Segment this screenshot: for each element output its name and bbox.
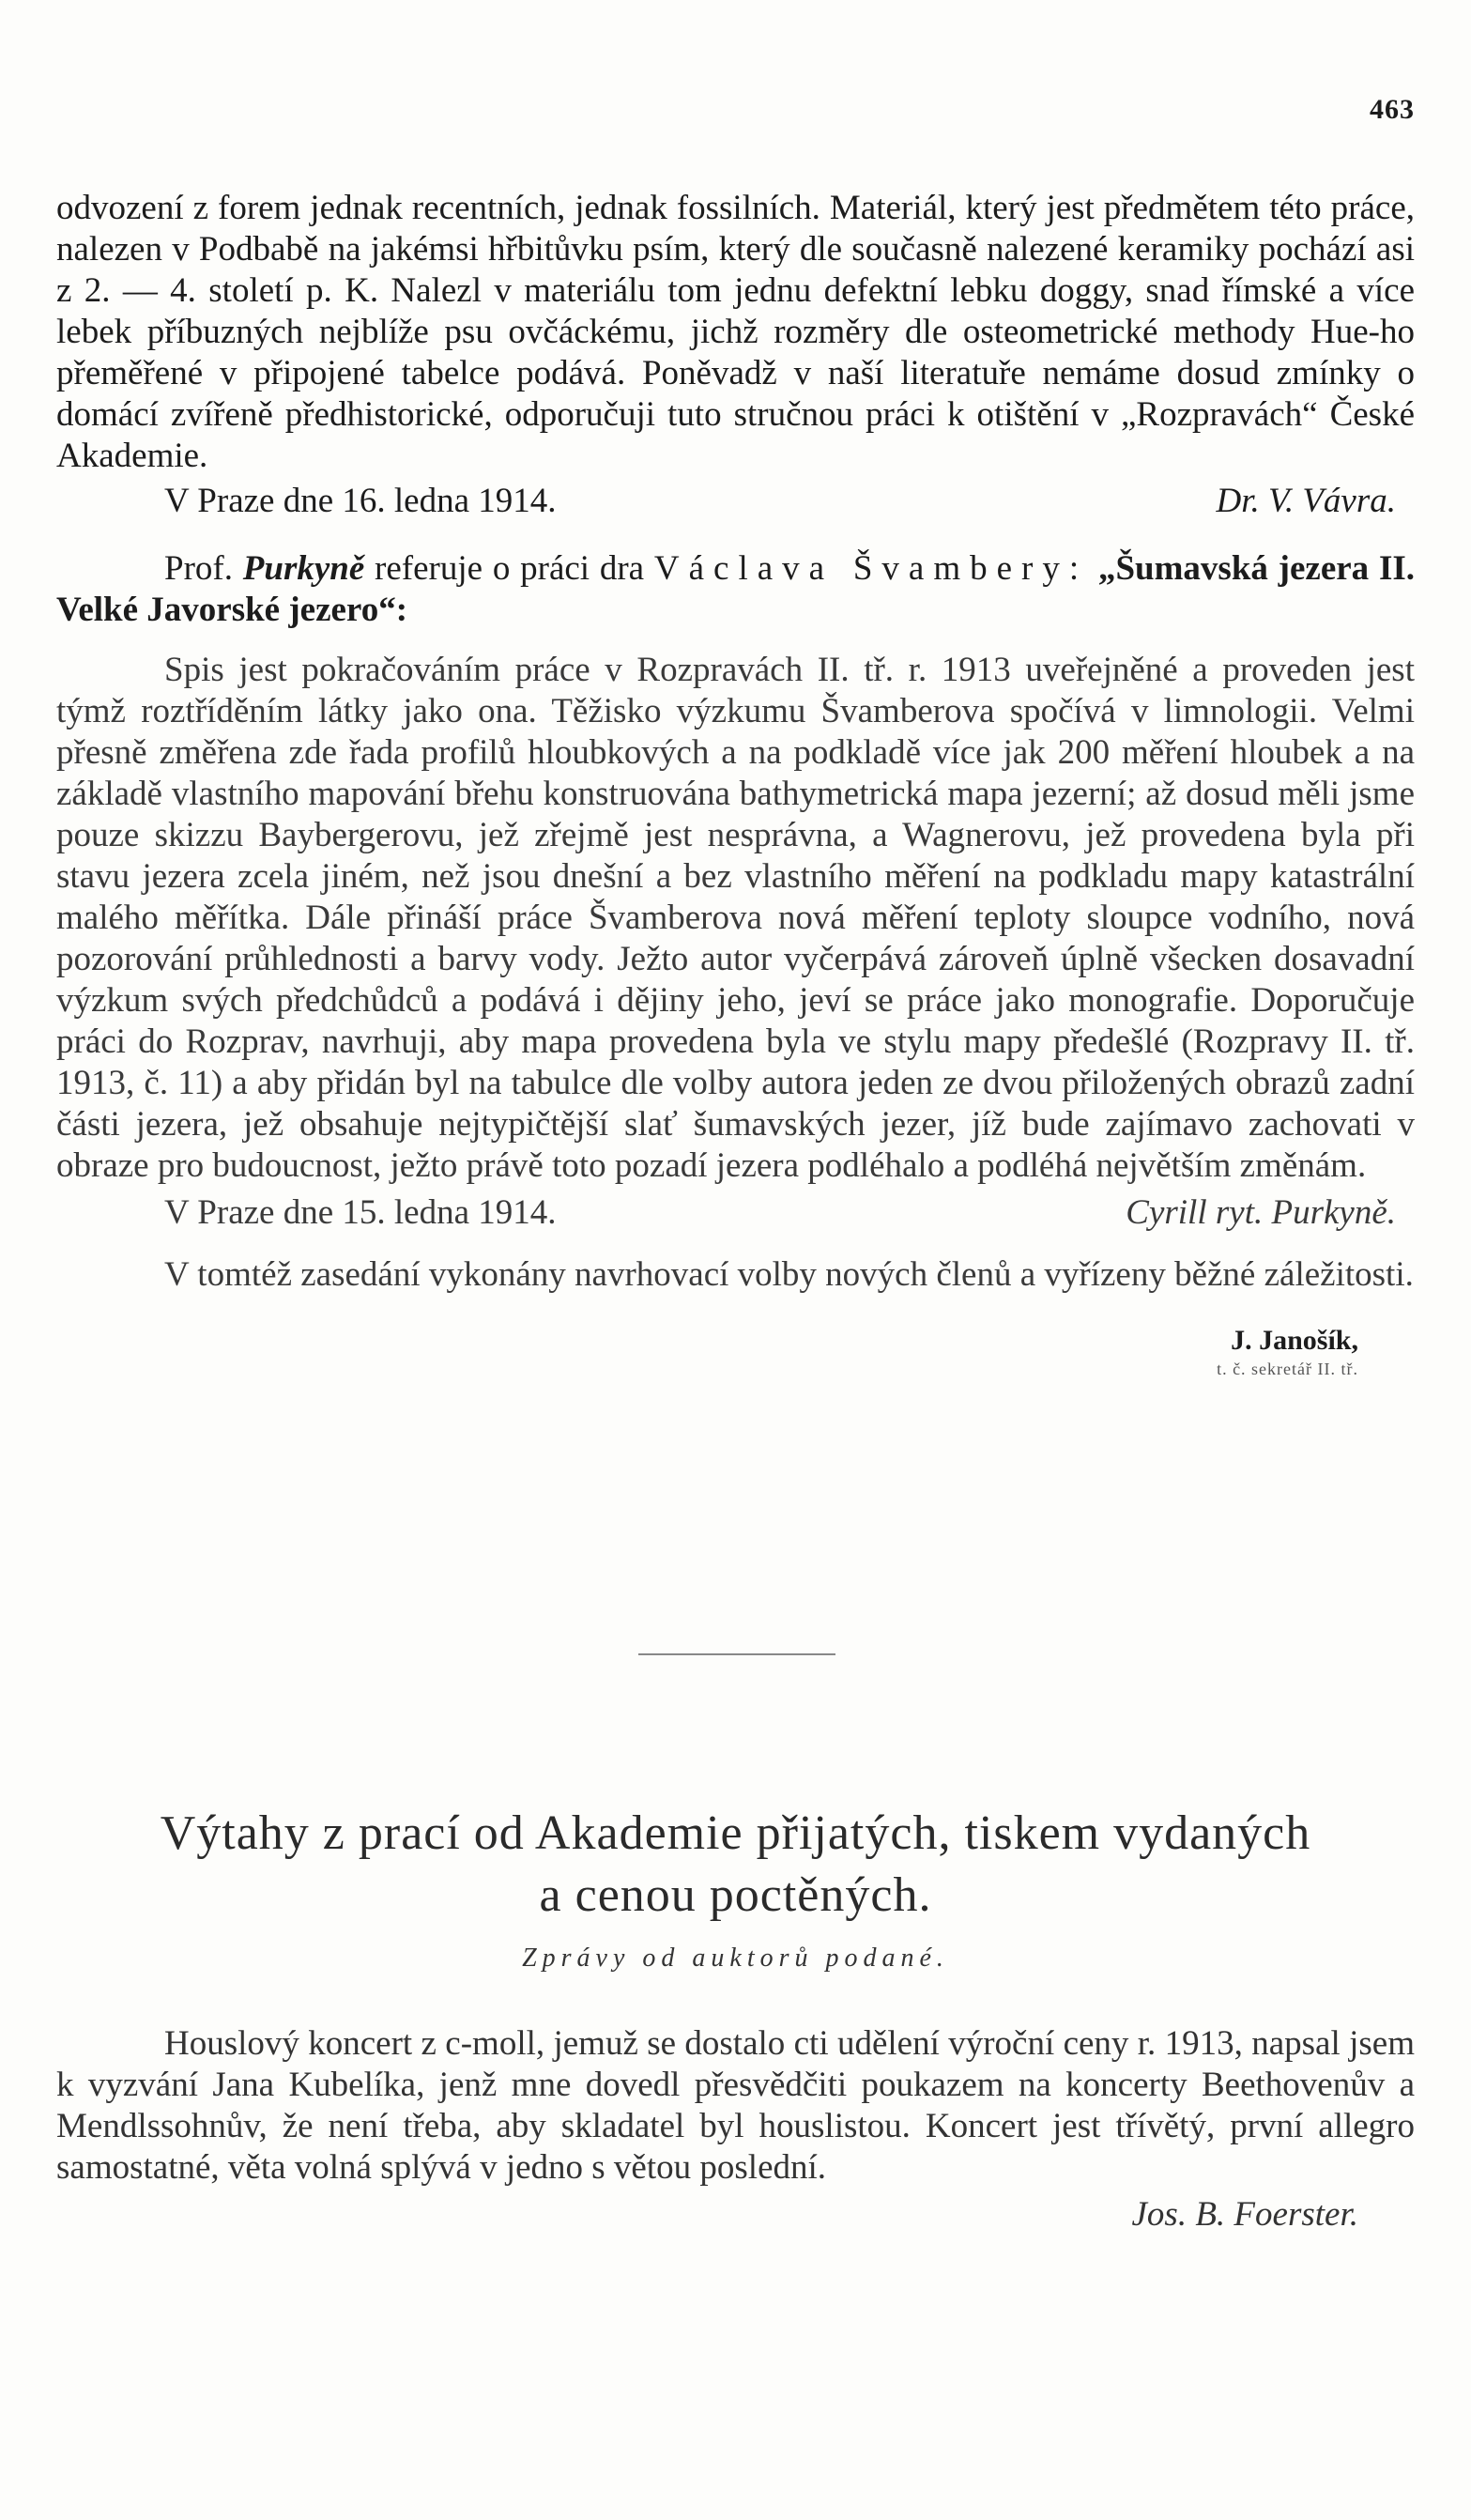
section3-heading-line1: Výtahy z prací od Akademie přijatých, tiskem vydaných [160, 1806, 1311, 1860]
secretary-signature [56, 1324, 1415, 1380]
section3-signature: Jos. B. Foerster. [1131, 2195, 1358, 2234]
section2-paragraph: Spis jest pokračováním práce v Rozpravách II. tř. r. 1913 uveřejněné a proveden jest týmž roztříděním látky jako ona. Těžisko výzkumu Švamberova spočívá v limnologii. Velmi přesně změřena zde řada profilů hloubkových a na podkladě více jak 200 měření hloubek a na základě vlastního mapování břehu konstruována bathymetrická mapa jezerní; až dosud měli jsme pouze skizzu Baybergerovu, jež zřejmě jest nesprávna, a Wagnerovu, jež provedena byla při stavu jezera zcela jiném, než jsou dnešní a bez vlastního měření na podkladu mapy katastrální malého měřítka. Dále přináší práce Švamberova nová měření teploty sloupce vodního, nová pozorování průhlednosti a barvy vody. Ježto autor vyčerpává zároveň úplně všecken dosavadní výzkum svých předchůdců a podává i dějiny jeho, jeví se práce jako monografie. Doporučuje práci do Rozprav, navrhuji, aby mapa provedena byla ve stylu mapy předešlé (Rozpravy II. tř. 1913, č. 11) a aby přidán byl na tabulce dle volby autora jeden ze dvou přiložených obrazů zadní části jezera, jež obsahuje nejtypičtější slať šumavských jezer, jíž bude zajímavo zachovati v obraze pro budoucnost, ježto právě toto pozadí jezera podléhalo a podléhá největším změnám. [56, 651, 1415, 1185]
section-divider [638, 1653, 835, 1655]
section3-heading-line2: a cenou poctěných. [539, 1868, 932, 1922]
section3-column [56, 2023, 1415, 2236]
section2-place-date: V Praze dne 15. ledna 1914. [164, 1193, 557, 1232]
section2-professor: Purkyně [242, 549, 365, 588]
section1-paragraph: odvození z forem jednak recentních, jednak fossilních. Materiál, který jest předmětem této práce, nalezen v Podbabě na jakémsi hřbitůvku psím, který dle současně nalezené keramiky pochází asi z 2. — 4. století p. K. Nalezl v materiálu tom jednu defektní lebku doggy, snad římské a více lebek příbuzných nejblíže psu ovčáckému, jichž rozměry dle osteometrické methody Hue-ho přeměřené v připojené tabelce podává. Poněvadž v naší literatuře nemáme dosud zmínky o domácí zvířeně předhistorické, odporučuji tuto stručnou práci k otištění v „Rozpravách“ České Akademie. [56, 189, 1415, 475]
section3-heading [56, 1803, 1415, 1927]
section1-signature: Dr. V. Vávra. [1216, 482, 1396, 520]
section1-signature-row [56, 481, 1415, 522]
section3-subheading: Zprávy od auktorů podané. [522, 1944, 949, 1973]
section2-prefix: Prof. [164, 549, 233, 588]
section2-title: „Šumavská jezera II. Velké Javorské jezero“: [56, 549, 1416, 629]
section2-middle: referuje o práci dra [375, 549, 645, 588]
page-number: 463 [1370, 94, 1415, 125]
section2-signature-row [56, 1192, 1415, 1234]
section2-heading [56, 548, 1415, 631]
main-column [56, 188, 1415, 1380]
section1-place-date: V Praze dne 16. ledna 1914. [164, 482, 557, 520]
section2-closing: V tomtéž zasedání vykonány navrhovací volby nových členů a vyřízeny běžné záležitosti. [164, 1255, 1414, 1294]
secretary-name: J. Janošík, [1231, 1325, 1358, 1356]
section2-signature: Cyrill ryt. Purkyně. [1126, 1193, 1396, 1232]
section2-author: Václava Švambery: [653, 549, 1089, 588]
section3-paragraph: Houslový koncert z c-moll, jemuž se dostalo cti udělení výroční ceny r. 1913, napsal jsem k vyzvání Jana Kubelíka, jenž mne dovedl přesvědčiti poukazem na koncerty Beethovenův a Mendlssohnův, že není třeba, aby skladatel byl houslistou. Koncert jest třívětý, první allegro samostatné, věta volná splývá v jedno s větou poslední. [56, 2024, 1415, 2187]
secretary-role: t. č. sekretář II. tř. [1217, 1360, 1358, 1378]
